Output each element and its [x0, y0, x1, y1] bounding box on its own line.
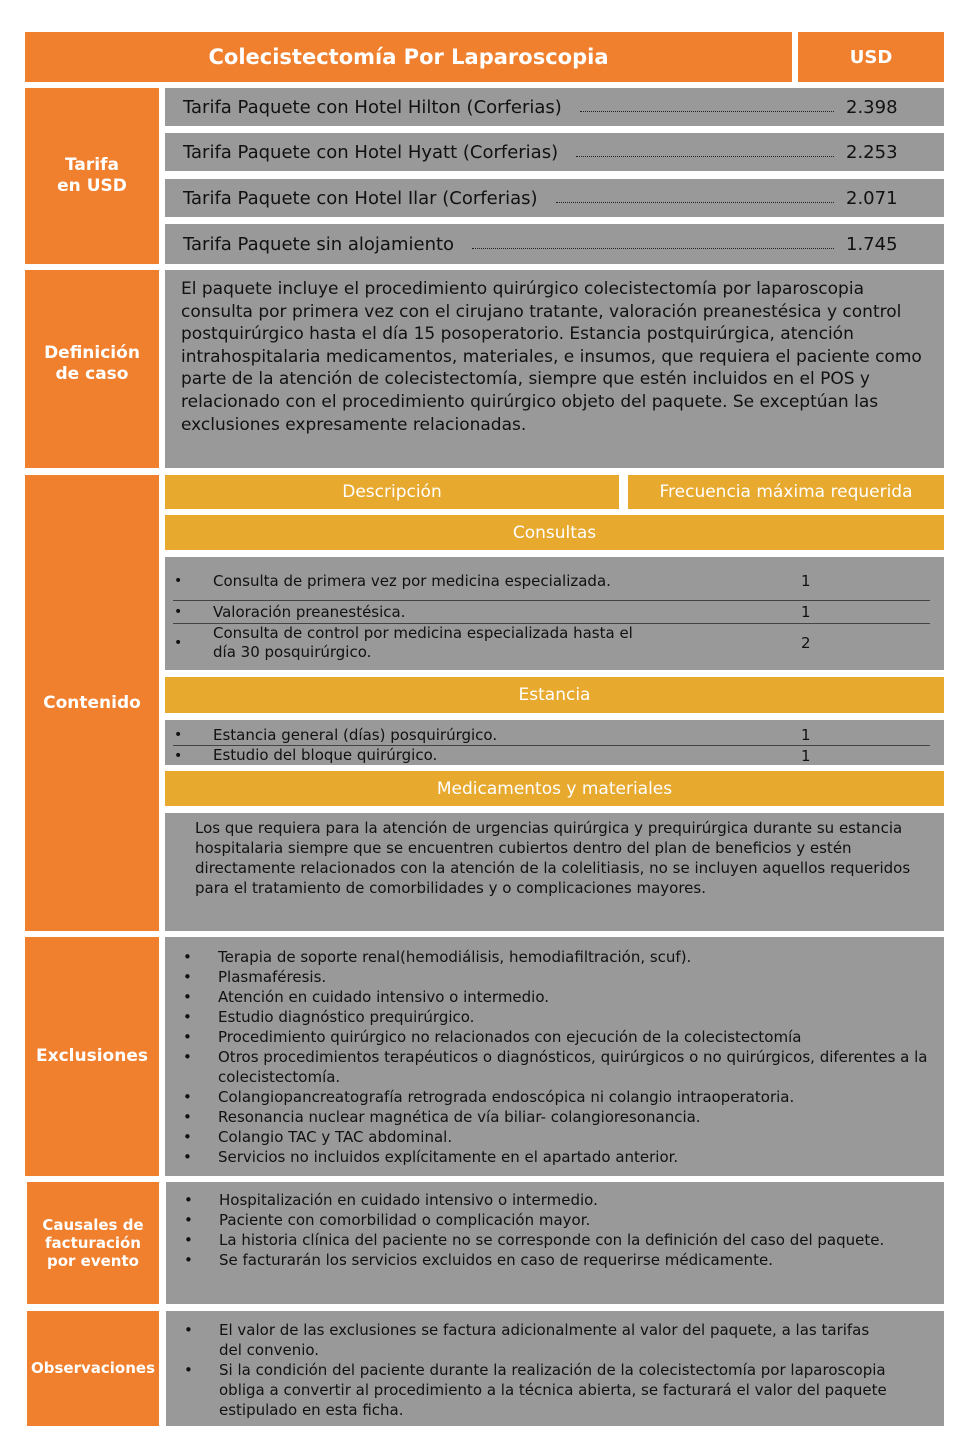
estancia-panel [165, 720, 944, 765]
item-text: Estancia general (días) posquirúrgico. [213, 725, 498, 744]
item-text: Colangiopancreatografía retrograda endoscópica ni colangio intraoperatoria. [218, 1088, 795, 1106]
item-frequency: 2 [801, 634, 811, 652]
bullet: • [183, 1148, 192, 1166]
causales-label-line3: por evento [47, 1252, 139, 1271]
item-text: Procedimiento quirúrgico no relacionados con ejecución de la colecistectomía [218, 1028, 802, 1046]
contenido-label: Contenido [25, 475, 159, 931]
currency-header: USD [798, 32, 944, 82]
list-item [165, 967, 944, 987]
consultas-panel [165, 557, 944, 670]
rate-name: Tarifa Paquete con Hotel Ilar (Corferias) [183, 187, 538, 209]
rate-row-hyatt [165, 133, 944, 171]
observaciones-list [166, 1320, 944, 1420]
list-item [165, 602, 944, 622]
causales-label [27, 1182, 159, 1304]
list-item [165, 987, 944, 1007]
list-item [166, 1190, 944, 1210]
col-descripcion-header: Descripción [165, 475, 619, 509]
bullet: • [184, 1321, 193, 1339]
bullet: • [174, 604, 183, 620]
causales-label-line1: Causales de [42, 1215, 144, 1234]
medicamentos-text: Los que requiera para la atención de urgencias quirúrgica y prequirúrgica durante su estancia hospitalaria siempre que se encuentren cubiertos dentro del plan de beneficios y estén directamente relacionados con la atención de la colelitiasis, no se incluyen aquellos requeridos para el tratamiento de comorbilidades y o complicaciones mayores. [165, 813, 944, 931]
causales-panel [166, 1182, 944, 1304]
rate-name: Tarifa Paquete con Hotel Hyatt (Corferias) [183, 141, 559, 163]
item-text: Plasmaféresis. [218, 968, 327, 986]
item-text: Estudio diagnóstico prequirúrgico. [218, 1008, 475, 1026]
rate-value: 2.398 [846, 96, 898, 118]
medicamentos-header: Medicamentos y materiales [165, 771, 944, 806]
bullet: • [183, 1048, 192, 1066]
exclusiones-label: Exclusiones [25, 937, 159, 1176]
bullet: • [183, 1128, 192, 1146]
list-item [165, 1027, 944, 1047]
list-item [165, 1107, 944, 1127]
definicion-label-line1: Definición [44, 343, 140, 364]
list-item [166, 1230, 944, 1250]
estancia-header: Estancia [165, 677, 944, 713]
item-frequency: 1 [801, 726, 811, 744]
dot-leader [556, 202, 834, 203]
consultas-header: Consultas [165, 515, 944, 550]
list-item [165, 1127, 944, 1147]
dot-leader [576, 156, 834, 157]
bullet: • [183, 1028, 192, 1046]
row-divider [173, 600, 930, 601]
exclusiones-list [165, 947, 944, 1167]
rate-value: 2.253 [846, 141, 898, 163]
list-item [165, 1007, 944, 1027]
bullet: • [184, 1211, 193, 1229]
bullet: • [183, 948, 192, 966]
bullet: • [183, 968, 192, 986]
definicion-label [25, 270, 159, 468]
bullet: • [184, 1231, 193, 1249]
list-item [166, 1210, 944, 1230]
list-item [165, 1147, 944, 1167]
tarifa-label [25, 88, 159, 264]
rate-name: Tarifa Paquete sin alojamiento [183, 233, 455, 255]
bullet: • [174, 747, 183, 764]
tarifa-label-line2: en USD [57, 176, 127, 196]
item-text: Valoración preanestésica. [213, 602, 406, 621]
item-frequency: 1 [801, 746, 811, 765]
item-text: Otros procedimientos terapéuticos o diagnósticos, quirúrgicos o no quirúrgicos, diferentes a la colecistectomía. [218, 1048, 928, 1086]
list-item [165, 746, 944, 765]
item-text: Resonancia nuclear magnética de vía biliar- colangioresonancia. [218, 1108, 701, 1126]
item-text: Colangio TAC y TAC abdominal. [218, 1128, 453, 1146]
definicion-label-line2: de caso [55, 364, 129, 384]
bullet: • [183, 1088, 192, 1106]
item-frequency: 1 [801, 572, 811, 590]
item-text: Se facturarán los servicios excluidos en caso de requerirse médicamente. [219, 1251, 773, 1269]
definicion-text: El paquete incluye el procedimiento quirúrgico colecistectomía por laparoscopia consulta por primera vez con el cirujano tratante, valoración preanestésica y control postquirúrgico hasta el día 15 posoperatorio. Estancia postquirúrgica, atención intrahospitalaria medicamentos, materiales, e insumos, que requiera el paciente como parte de la atención de colecistectomía, siempre que estén incluidos en el POS y relacionado con el procedimiento quirúrgico objeto del paquete. Se exceptúan las exclusiones expresamente relacionadas. [165, 270, 944, 468]
list-item [166, 1250, 944, 1270]
bullet: • [183, 988, 192, 1006]
dot-leader [472, 248, 834, 249]
bullet: • [174, 573, 183, 589]
dot-leader [580, 111, 834, 112]
list-item [165, 947, 944, 967]
list-item [165, 562, 944, 600]
page-title: Colecistectomía Por Laparoscopia [25, 32, 792, 82]
bullet: • [183, 1008, 192, 1026]
item-text: Si la condición del paciente durante la realización de la colecistectomía por laparoscopia obliga a convertir al procedimiento a la técnica abierta, se facturará el valor del paquete estipulado en esta ficha. [219, 1361, 887, 1419]
item-text: Consulta de primera vez por medicina especializada. [213, 571, 611, 590]
bullet: • [184, 1191, 193, 1209]
observaciones-label: Observaciones [27, 1311, 159, 1426]
item-text: Consulta de control por medicina especializada hasta el día 30 posquirúrgico. [213, 624, 633, 661]
tarifa-label-line1: Tarifa [65, 155, 119, 176]
bullet: • [174, 635, 183, 651]
exclusiones-panel [165, 937, 944, 1176]
item-text: Paciente con comorbilidad o complicación mayor. [219, 1211, 591, 1229]
observaciones-panel [166, 1311, 944, 1426]
rate-value: 2.071 [846, 187, 898, 209]
item-text: La historia clínica del paciente no se corresponde con la definición del caso del paquete. [219, 1231, 885, 1249]
list-item [166, 1320, 944, 1360]
bullet: • [184, 1251, 193, 1269]
bullet: • [183, 1108, 192, 1126]
item-frequency: 1 [801, 603, 811, 621]
rate-row-hilton [165, 88, 944, 126]
rate-row-ilar [165, 179, 944, 217]
item-text: Atención en cuidado intensivo o intermedio. [218, 988, 550, 1006]
causales-list [166, 1190, 944, 1270]
item-text: Estudio del bloque quirúrgico. [213, 746, 438, 764]
item-text: Terapia de soporte renal(hemodiálisis, hemodiafiltración, scuf). [218, 948, 692, 966]
causales-label-line2: facturación [45, 1233, 141, 1252]
list-item [165, 1087, 944, 1107]
item-text: Servicios no incluidos explícitamente en el apartado anterior. [218, 1148, 679, 1166]
item-text: El valor de las exclusiones se factura adicionalmente al valor del paquete, a las tarifas del convenio. [219, 1321, 870, 1359]
rate-row-sin-alojamiento [165, 224, 944, 264]
rate-name: Tarifa Paquete con Hotel Hilton (Corferias) [183, 96, 562, 118]
bullet: • [184, 1361, 193, 1379]
col-frecuencia-header: Frecuencia máxima requerida [628, 475, 944, 509]
rate-value: 1.745 [846, 233, 898, 255]
list-item [165, 724, 944, 746]
bullet: • [174, 727, 183, 743]
list-item [166, 1360, 944, 1420]
list-item [165, 1047, 944, 1087]
item-text: Hospitalización en cuidado intensivo o intermedio. [219, 1191, 598, 1209]
list-item [165, 623, 944, 663]
